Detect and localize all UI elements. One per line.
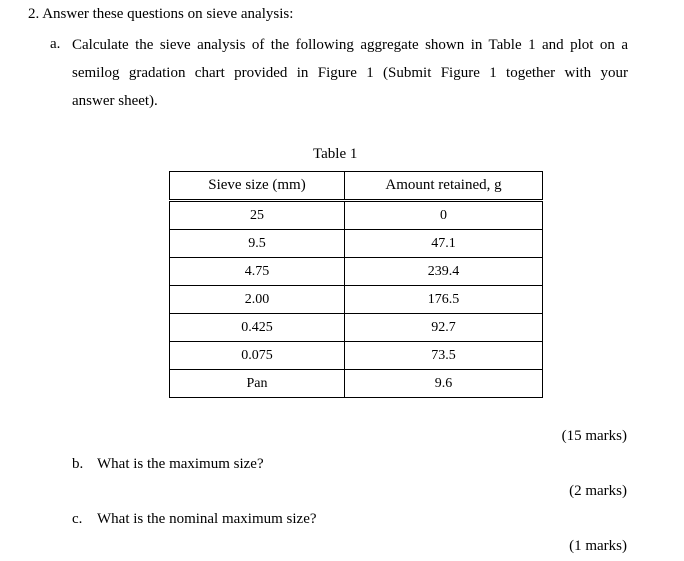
amount-retained-cell: 0 (345, 201, 543, 230)
sieve-table (169, 171, 543, 398)
part-a-marks: (15 marks) (561, 428, 627, 444)
sieve-size-cell: 0.425 (170, 314, 345, 342)
part-b-label: b. (72, 456, 84, 472)
amount-retained-cell: 73.5 (345, 342, 543, 370)
question-2 (28, 6, 293, 23)
amount-retained-cell: 176.5 (345, 286, 543, 314)
part-c (72, 511, 317, 528)
part-b-text: What is the maximum size? (97, 456, 264, 472)
part-b-marks: (2 marks) (569, 483, 627, 499)
table-row (170, 314, 543, 342)
table-header-row (170, 172, 543, 201)
sieve-size-cell: 0.075 (170, 342, 345, 370)
part-a-label: a. (50, 36, 61, 52)
table-header: Sieve size (mm) (170, 172, 345, 201)
sieve-size-cell: 25 (170, 201, 345, 230)
table-row (170, 370, 543, 398)
sieve-size-cell: 9.5 (170, 230, 345, 258)
table-row (170, 286, 543, 314)
question-text: Answer these questions on sieve analysis: (42, 6, 294, 22)
sieve-size-cell: 2.00 (170, 286, 345, 314)
part-c-marks: (1 marks) (569, 538, 627, 554)
amount-retained-cell: 9.6 (345, 370, 543, 398)
part-a-body (72, 36, 628, 120)
table-row (170, 201, 543, 230)
part-c-label: c. (72, 511, 83, 527)
table-row (170, 258, 543, 286)
table-title: Table 1 (313, 146, 358, 162)
table-header: Amount retained, g (345, 172, 543, 201)
part-a-line-2: semilog gradation chart provided in Figure 1 (Submit Figure 1 together with your (72, 65, 628, 81)
part-c-text: What is the nominal maximum size? (97, 511, 317, 527)
table-row (170, 230, 543, 258)
question-number: 2. (28, 6, 40, 22)
sieve-size-cell: Pan (170, 370, 345, 398)
sieve-size-cell: 4.75 (170, 258, 345, 286)
amount-retained-cell: 239.4 (345, 258, 543, 286)
amount-retained-cell: 47.1 (345, 230, 543, 258)
part-a-line-3: answer sheet). (72, 93, 158, 109)
amount-retained-cell: 92.7 (345, 314, 543, 342)
table-row (170, 342, 543, 370)
part-b (72, 456, 264, 473)
part-a-line-1: Calculate the sieve analysis of the following aggregate shown in Table 1 and plot on a (72, 37, 628, 53)
